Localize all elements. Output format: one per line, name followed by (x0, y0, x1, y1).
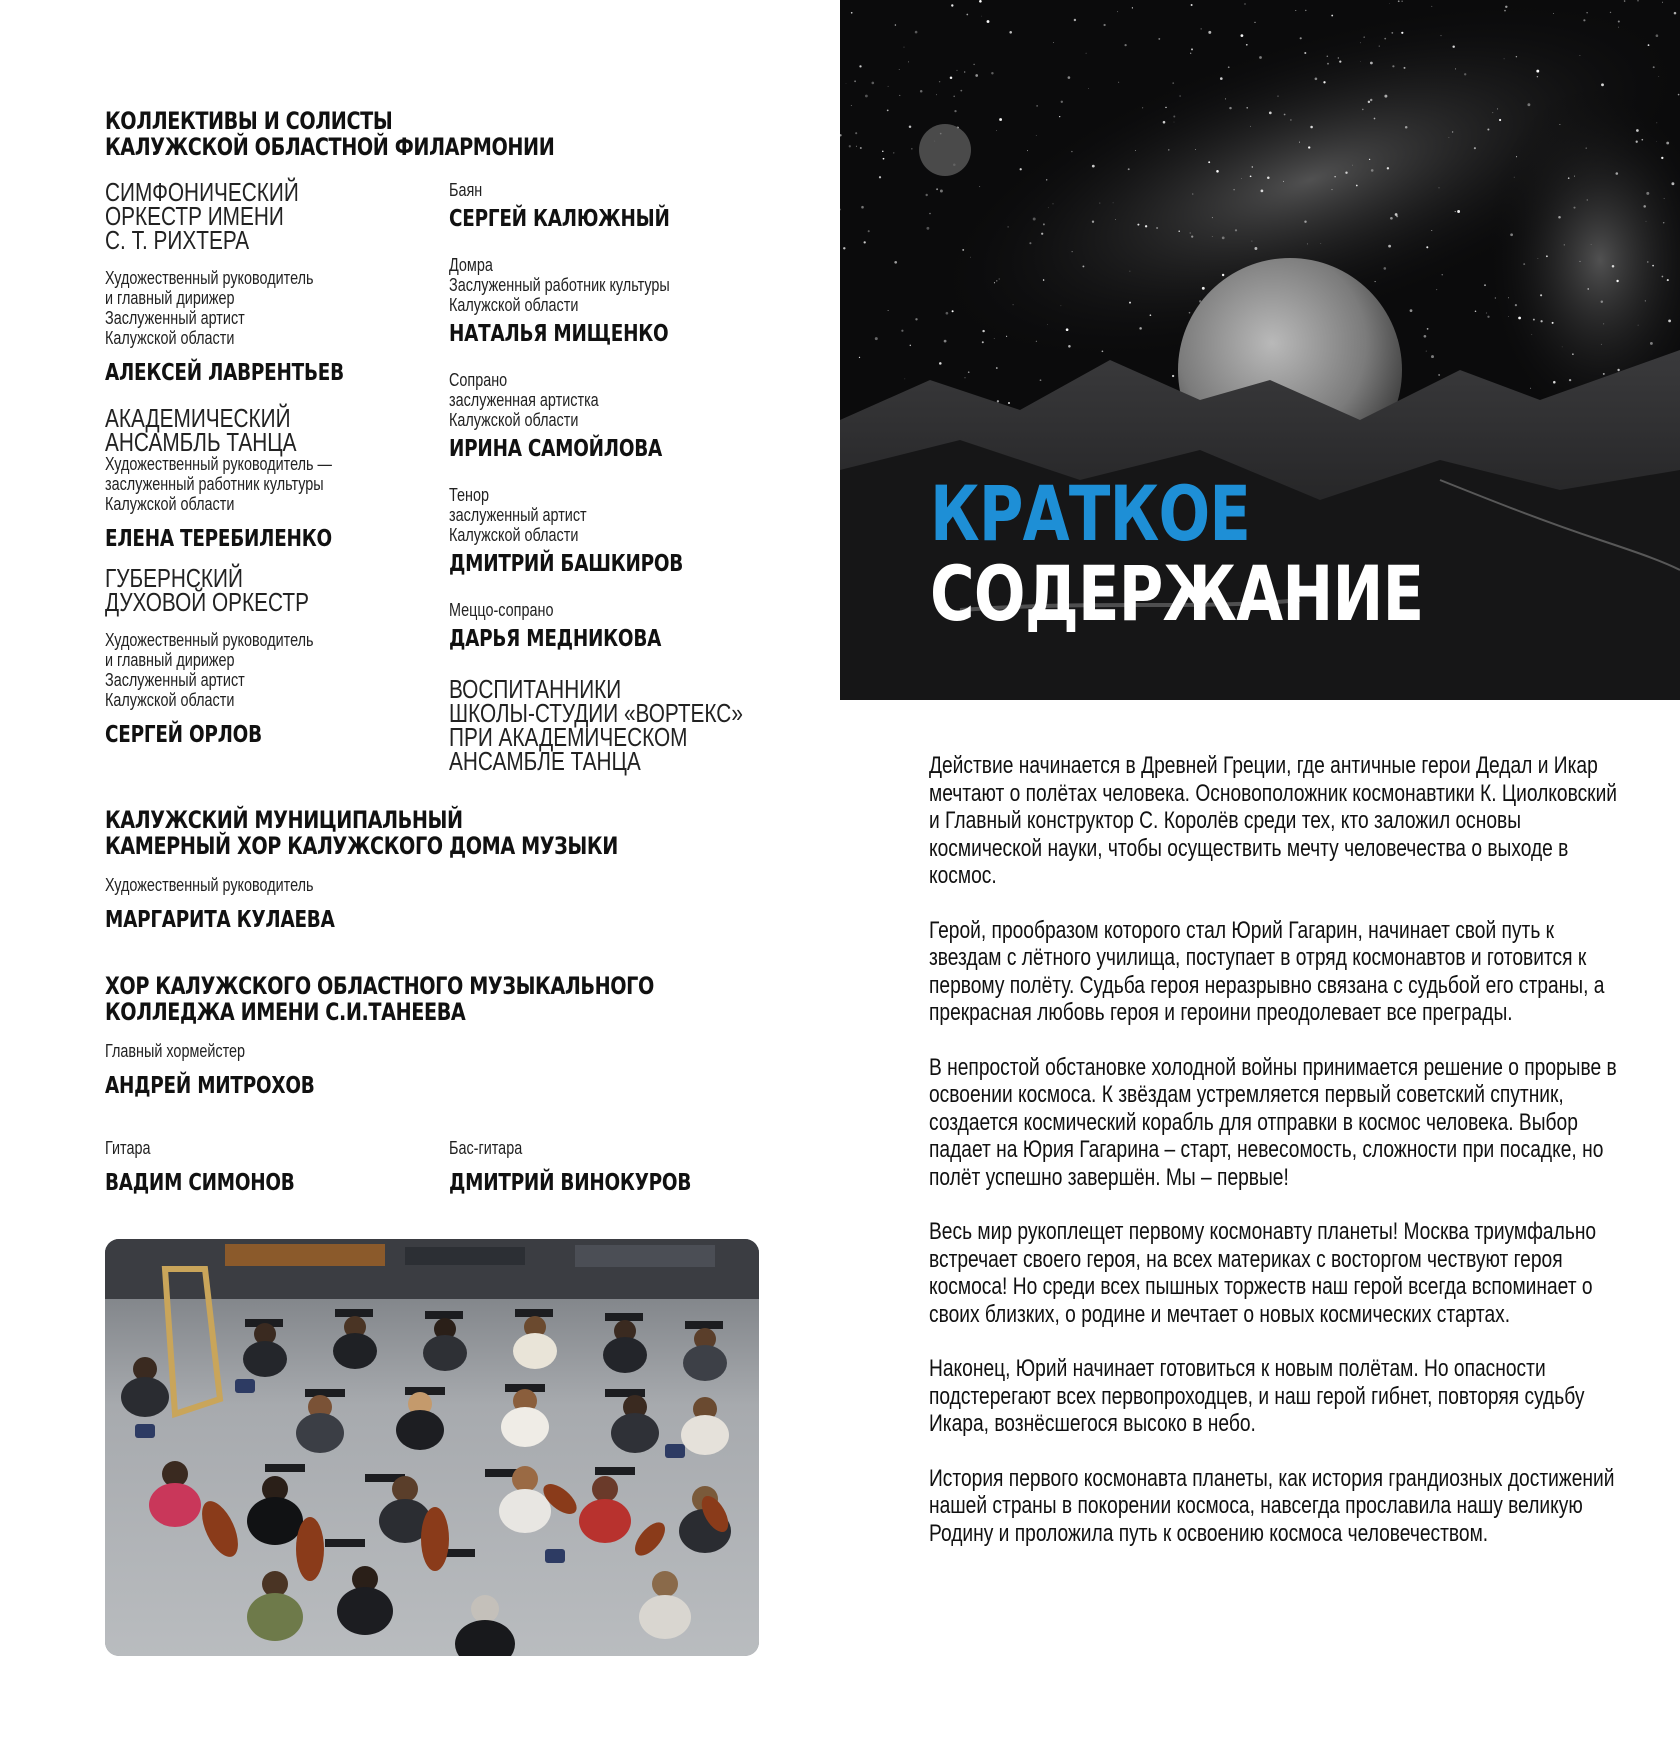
brass-orchestra-block (105, 563, 366, 748)
person-name: ИРИНА САМОЙЛОВА (449, 436, 663, 462)
person-name: СЕРГЕЙ КАЛЮЖНЫЙ (449, 206, 670, 232)
pupils-block: ВОСПИТАННИКИ ШКОЛЫ-СТУДИИ «ВОРТЕКС» ПРИ АКАДЕМИЧЕСКОМ АНСАМБЛЕ ТАНЦА (449, 674, 743, 776)
symphony-orchestra-block (105, 177, 404, 386)
summary-paragraph: Весь мир рукоплещет первому космонавту планеты! Москва триумфально встречает своего героя, на всех материках с восторгом чествуют героя космоса! Но среди всех пышных торжеств наш герой всегда вспоминает о своих близких, о родине и мечтает о новых космических стартах. (929, 1218, 1597, 1328)
person-name: ДМИТРИЙ БАШКИРОВ (449, 551, 684, 577)
dance-ensemble-block (105, 403, 389, 552)
mezzo-block: Меццо-сопрано ДАРЬЯ МЕДНИКОВА (449, 600, 714, 652)
section-title-philharmonic: КОЛЛЕКТИВЫ И СОЛИСТЫ КАЛУЖСКОЙ ОБЛАСТНОЙ ФИЛАРМОНИИ (105, 107, 555, 161)
section-title: ХОР КАЛУЖСКОГО ОБЛАСТНОГО МУЗЫКАЛЬНОГО КОЛЛЕДЖА ИМЕНИ С.И.ТАНЕЕВА (105, 972, 654, 1026)
summary-title-line2: СОДЕРЖАНИЕ (930, 549, 1424, 638)
summary-paragraph: В непростой обстановке холодной войны принимается решение о прорыве в освоении космоса. К звёздам устремляется первый советский спутник, создается космический корабль для отправки в космос человека. Выбор падает на Юрия Гагарина – старт, невесомость, сложности при посадке, но полёт успешно завершён. Мы – первые! (929, 1053, 1617, 1191)
orchestra-rehearsal-photo (105, 1239, 759, 1656)
role-text: Художественный руководитель и главный дирижер Заслуженный артист Калужской области (105, 268, 314, 348)
ensemble-title: СИМФОНИЧЕСКИЙ ОРКЕСТР ИМЕНИ С. Т. РИХТЕРА (105, 177, 299, 255)
summary-paragraph: Наконец, Юрий начинает готовиться к новым полётам. Но опасности подстерегают всех первопроходцев, и наш герой гибнет, повторяя судьбу Икара, вознёсшегося высоко в небо. (929, 1355, 1585, 1437)
summary-paragraph: Действие начинается в Древней Греции, где античные герои Дедал и Икар мечтают о полётах человека. Основоположник космонавтики К. Циолковский и Главный конструктор С. Королёв среди тех, кто заложил основы космической науки, чтобы осуществить мечту человечества о выходе в космос. (929, 752, 1618, 889)
section-title: КАЛУЖСКИЙ МУНИЦИПАЛЬНЫЙ КАМЕРНЫЙ ХОР КАЛУЖСКОГО ДОМА МУЗЫКИ (105, 806, 618, 860)
summary-title-line1: КРАТКОЕ (930, 469, 1251, 558)
summary-paragraph: История первого космонавта планеты, как история грандиозных достижений нашей страны в покорении космоса, навсегда прославила нашу великую Родину и проложила путь к освоению космоса человечеством. (929, 1464, 1615, 1547)
role-text: Художественный руководитель и главный дирижер Заслуженный артист Калужской области (105, 630, 314, 710)
person-name: ДАРЬЯ МЕДНИКОВА (449, 626, 662, 652)
tenor-block: Тенор заслуженный артист Калужской области ДМИТРИЙ БАШКИРОВ (449, 485, 742, 577)
college-choir-block: ХОР КАЛУЖСКОГО ОБЛАСТНОГО МУЗЫКАЛЬНОГО КОЛЛЕДЖА ИМЕНИ С.И.ТАНЕЕВА Главный хормейстер АНДРЕЙ МИТРОХОВ (105, 973, 791, 1099)
person-name: СЕРГЕЙ ОРЛОВ (105, 722, 262, 748)
soprano-block: Сопрано заслуженная артистка Калужской области ИРИНА САМОЙЛОВА (449, 370, 715, 462)
person-name: АНДРЕЙ МИТРОХОВ (105, 1073, 315, 1099)
summary-paragraph: Герой, прообразом которого стал Юрий Гагарин, начинает свой путь к звездам с лётного училища, поступает в отряд космонавтов и готовится к первому полёту. Судьба героя неразрывно связана с судьбой его страны, а прекрасная любовь героя и героини преодолевает все преграды. (929, 916, 1605, 1026)
person-name: МАРГАРИТА КУЛАЕВА (105, 907, 335, 933)
chamber-choir-block: КАЛУЖСКИЙ МУНИЦИПАЛЬНЫЙ КАМЕРНЫЙ ХОР КАЛУЖСКОГО ДОМА МУЗЫКИ Художественный руководитель МАРГАРИТА КУЛАЕВА (105, 807, 746, 933)
ensemble-title: ГУБЕРНСКИЙ ДУХОВОЙ ОРКЕСТР (105, 563, 309, 617)
bass-guitar-block: Бас-гитара ДМИТРИЙ ВИНОКУРОВ (449, 1138, 752, 1196)
bayan-block: Баян СЕРГЕЙ КАЛЮЖНЫЙ (449, 180, 725, 232)
person-name: НАТАЛЬЯ МИЩЕНКО (449, 321, 669, 347)
ensemble-title: АКАДЕМИЧЕСКИЙ АНСАМБЛЬ ТАНЦА (105, 403, 297, 457)
orchestra-illustration (105, 1239, 759, 1656)
person-name: ЕЛЕНА ТЕРЕБИЛЕНКО (105, 526, 332, 552)
guitar-block: Гитара ВАДИМ СИМОНОВ (105, 1138, 342, 1196)
person-name: ВАДИМ СИМОНОВ (105, 1170, 295, 1196)
role-text: Художественный руководитель — заслуженный работник культуры Калужской области (105, 454, 332, 514)
domra-block: Домра Заслуженный работник культуры Калужской области НАТАЛЬЯ МИЩЕНКО (449, 255, 725, 347)
person-name: АЛЕКСЕЙ ЛАВРЕНТЬЕВ (105, 360, 344, 386)
summary-text (929, 752, 1619, 1574)
person-name: ДМИТРИЙ ВИНОКУРОВ (449, 1170, 692, 1196)
